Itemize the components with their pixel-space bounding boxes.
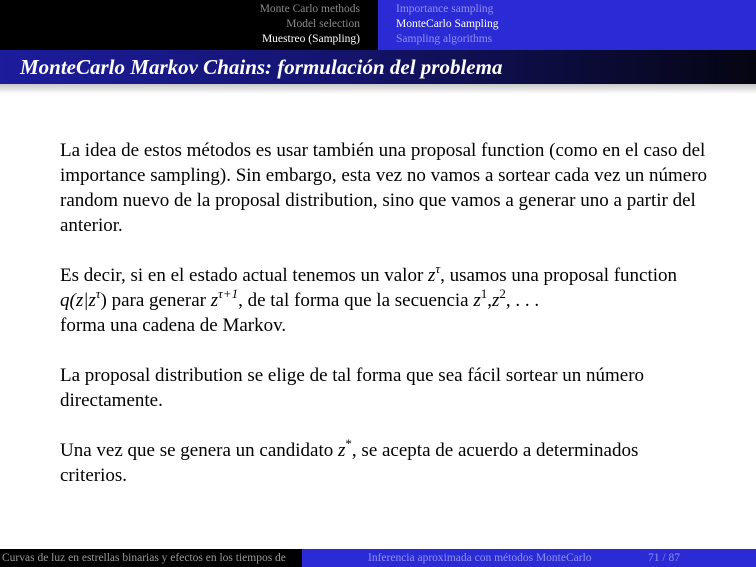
p2-text-1: Es decir, si en el estado actual tenemos un valor [60, 265, 429, 286]
footer-right-panel [302, 549, 756, 567]
p2-text-2: , usamos una proposal function [440, 265, 678, 286]
math-proposal-q: $q(z|z^\tau)$ [60, 286, 107, 311]
frame-title: MonteCarlo Markov Chains: formulación del problema [20, 54, 503, 79]
frame-title-bar [0, 50, 756, 84]
nav-subsection-sampling-algorithms[interactable]: Sampling algorithms [396, 33, 493, 45]
nav-section-model-selection[interactable]: Model selection [286, 18, 360, 30]
subsection-nav [378, 0, 756, 50]
math-z-star: z* [338, 436, 352, 461]
navigation-bar [0, 0, 756, 50]
paragraph-1: La idea de estos métodos es usar también una proposal function (como en el caso del importance sampling). Sin embargo, esta vez no vamos a sortear cada vez un número random nuevo de la proposal distribution, sino que vamos a generar uno a partir del anterior. [60, 140, 708, 236]
nav-subsection-importance-sampling[interactable]: Importance sampling [396, 3, 494, 15]
footer-long-title: Curvas de luz en estrellas binarias y efectos en los tiempos de [0, 549, 302, 567]
p4-text-2: , se acepta de acuerdo a determinados criterios. [60, 440, 639, 486]
p2-text-5: forma una cadena de Markov. [60, 315, 287, 336]
page-counter: 71 / 87 [648, 552, 680, 564]
p4-text-1: Una vez que se genera un candidato [60, 440, 339, 461]
paragraph-2 [60, 263, 710, 338]
section-nav [0, 0, 378, 50]
paragraph-3: La proposal distribution se elige de tal forma que sea fácil sortear un número directamente. [60, 365, 645, 411]
nav-subsection-montecarlo-sampling[interactable]: MonteCarlo Sampling [396, 18, 499, 30]
p2-text-4: , de tal forma que la secuencia [238, 290, 474, 311]
math-z-tau: $z^\tau$ [428, 261, 441, 286]
paragraph-4 [60, 438, 710, 488]
slide-content [60, 138, 710, 513]
nav-section-muestreo[interactable]: Muestreo (Sampling) [261, 33, 360, 45]
footer-bar [0, 549, 756, 567]
title-shadow [0, 84, 756, 94]
math-z-tau-plus-one: $z^{\tau+1}$ [210, 286, 239, 311]
p2-text-3: para generar [106, 290, 211, 311]
footer-short-title: Inferencia aproximada con métodos MonteCarlo [368, 552, 592, 564]
nav-section-monte-carlo-methods[interactable]: Monte Carlo methods [259, 3, 360, 15]
math-sequence: $z^1,z^2$, . . . [473, 286, 540, 311]
